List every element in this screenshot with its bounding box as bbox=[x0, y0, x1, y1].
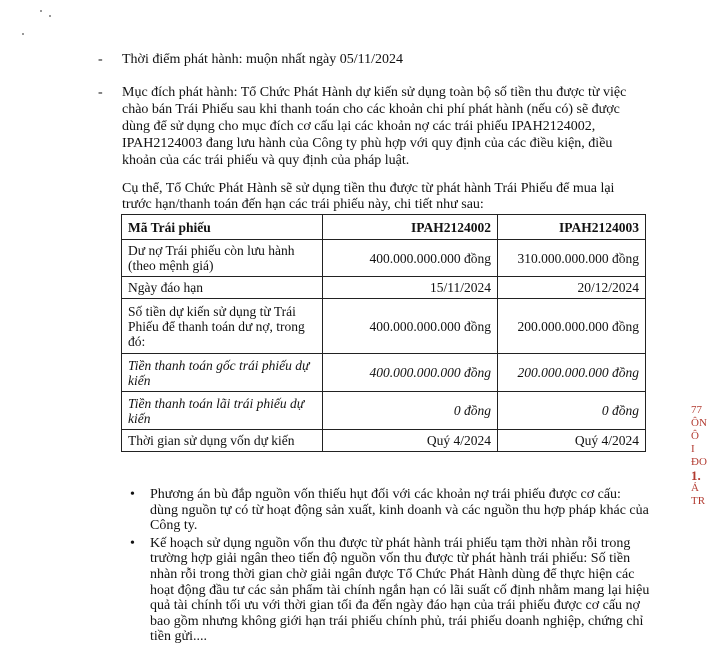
dash-marker: - bbox=[98, 85, 103, 100]
red-seal-fragment bbox=[691, 404, 705, 524]
cell-value: Quý 4/2024 bbox=[323, 430, 498, 452]
seal-text: Ả TR bbox=[691, 482, 706, 507]
cell-value: 0 đồng bbox=[323, 392, 498, 430]
cell-value: 0 đồng bbox=[498, 392, 646, 430]
seal-text: 1. bbox=[691, 468, 701, 483]
cell-value: 400.000.000.000 đồng bbox=[323, 354, 498, 392]
usage-intro-paragraph: Cụ thể, Tổ Chức Phát Hành sẽ sử dụng tiền thu được từ phát hành Trái Phiếu để mua lại trước hạn/thanh toán đến hạn các trái phiếu này, chi tiết như sau: bbox=[122, 181, 615, 212]
cell-value: 20/12/2024 bbox=[498, 277, 646, 299]
funding-shortfall-text: Phương án bù đắp nguồn vốn thiếu hụt đối với các khoản nợ trái phiếu được cơ cấu: dùng nguồn tự có từ hoạt động sản xuất, kinh doanh và các nguồn thu hợp pháp khác của Công ty. bbox=[150, 487, 649, 534]
dash-marker: - bbox=[98, 52, 103, 67]
list-item bbox=[130, 487, 650, 534]
table-row bbox=[122, 430, 646, 452]
scan-speck bbox=[49, 15, 51, 17]
col-header-ipah2124002: IPAH2124002 bbox=[323, 215, 498, 240]
bullet-marker: • bbox=[130, 535, 135, 551]
issue-time-text: Thời điểm phát hành: muộn nhất ngày 05/11/2024 bbox=[122, 52, 404, 67]
col-header-bond-code: Mã Trái phiếu bbox=[122, 215, 323, 240]
row-label: Tiền thanh toán gốc trái phiếu dự kiến bbox=[122, 354, 323, 392]
cell-value: 400.000.000.000 đồng bbox=[323, 299, 498, 354]
row-label: Dư nợ Trái phiếu còn lưu hành (theo mệnh giá) bbox=[122, 240, 323, 277]
row-label: Số tiền dự kiến sử dụng từ Trái Phiếu để thanh toán dư nợ, trong đó: bbox=[122, 299, 323, 354]
seal-text: Ô I bbox=[691, 430, 699, 455]
cell-value: Quý 4/2024 bbox=[498, 430, 646, 452]
seal-text: ÔN bbox=[691, 417, 707, 429]
table-row bbox=[122, 299, 646, 354]
row-label: Ngày đáo hạn bbox=[122, 277, 323, 299]
table-row bbox=[122, 277, 646, 299]
row-label: Thời gian sử dụng vốn dự kiến bbox=[122, 430, 323, 452]
cell-value: 200.000.000.000 đồng bbox=[498, 299, 646, 354]
idle-funds-plan-text: Kế hoạch sử dụng nguồn vốn thu được từ phát hành trái phiếu tạm thời nhàn rỗi trong trường hợp giải ngân theo tiến độ nguồn vốn thu được từ phát hành trái phiếu: Số tiền nhàn rỗi trong thời gian chờ giải ngân được Tổ Chức Phát Hành dùng để thực hiện các hoạt động đầu tư các sản phẩm tài chính ngắn hạn có lãi suất cố định nhằm mang lại hiệu quả tài chính tối ưu với thời gian tối đa đến ngày đáo hạn của trái phiếu được cơ cấu nợ bao gồm nhưng không giới hạn trái phiếu chính phủ, trái phiếu doanh nghiệp, chứng chỉ tiền gửi.... bbox=[150, 535, 650, 645]
cell-value: 15/11/2024 bbox=[323, 277, 498, 299]
table-row bbox=[122, 240, 646, 277]
seal-text: ĐO bbox=[691, 456, 707, 468]
scan-speck bbox=[40, 10, 42, 12]
bullet-list bbox=[130, 487, 650, 647]
cell-value: 310.000.000.000 đồng bbox=[498, 240, 646, 277]
cell-value: 400.000.000.000 đồng bbox=[323, 240, 498, 277]
row-label: Tiền thanh toán lãi trái phiếu dự kiến bbox=[122, 392, 323, 430]
seal-text: 77 bbox=[691, 404, 702, 416]
issue-purpose-text: Mục đích phát hành: Tổ Chức Phát Hành dự kiến sử dụng toàn bộ số tiền thu được từ việc chào bán Trái Phiếu sau khi thanh toán cho các khoản chi phí phát hành (nếu có) sẽ được dùng để sử dụng cho mục đích cơ cấu lại các khoản nợ các trái phiếu IPAH2124002, IPAH2124003 đang lưu hành của Công ty phù hợp với quy định của các điều kiện, điều khoản của các trái phiếu và quy định của pháp luật. bbox=[122, 85, 627, 168]
table-header-row bbox=[122, 215, 646, 240]
scan-speck bbox=[22, 33, 24, 35]
table-row bbox=[122, 354, 646, 392]
table-row bbox=[122, 392, 646, 430]
bond-usage-table bbox=[121, 214, 646, 452]
cell-value: 200.000.000.000 đồng bbox=[498, 354, 646, 392]
list-item bbox=[130, 536, 650, 645]
bullet-marker: • bbox=[130, 487, 135, 502]
col-header-ipah2124003: IPAH2124003 bbox=[498, 215, 646, 240]
